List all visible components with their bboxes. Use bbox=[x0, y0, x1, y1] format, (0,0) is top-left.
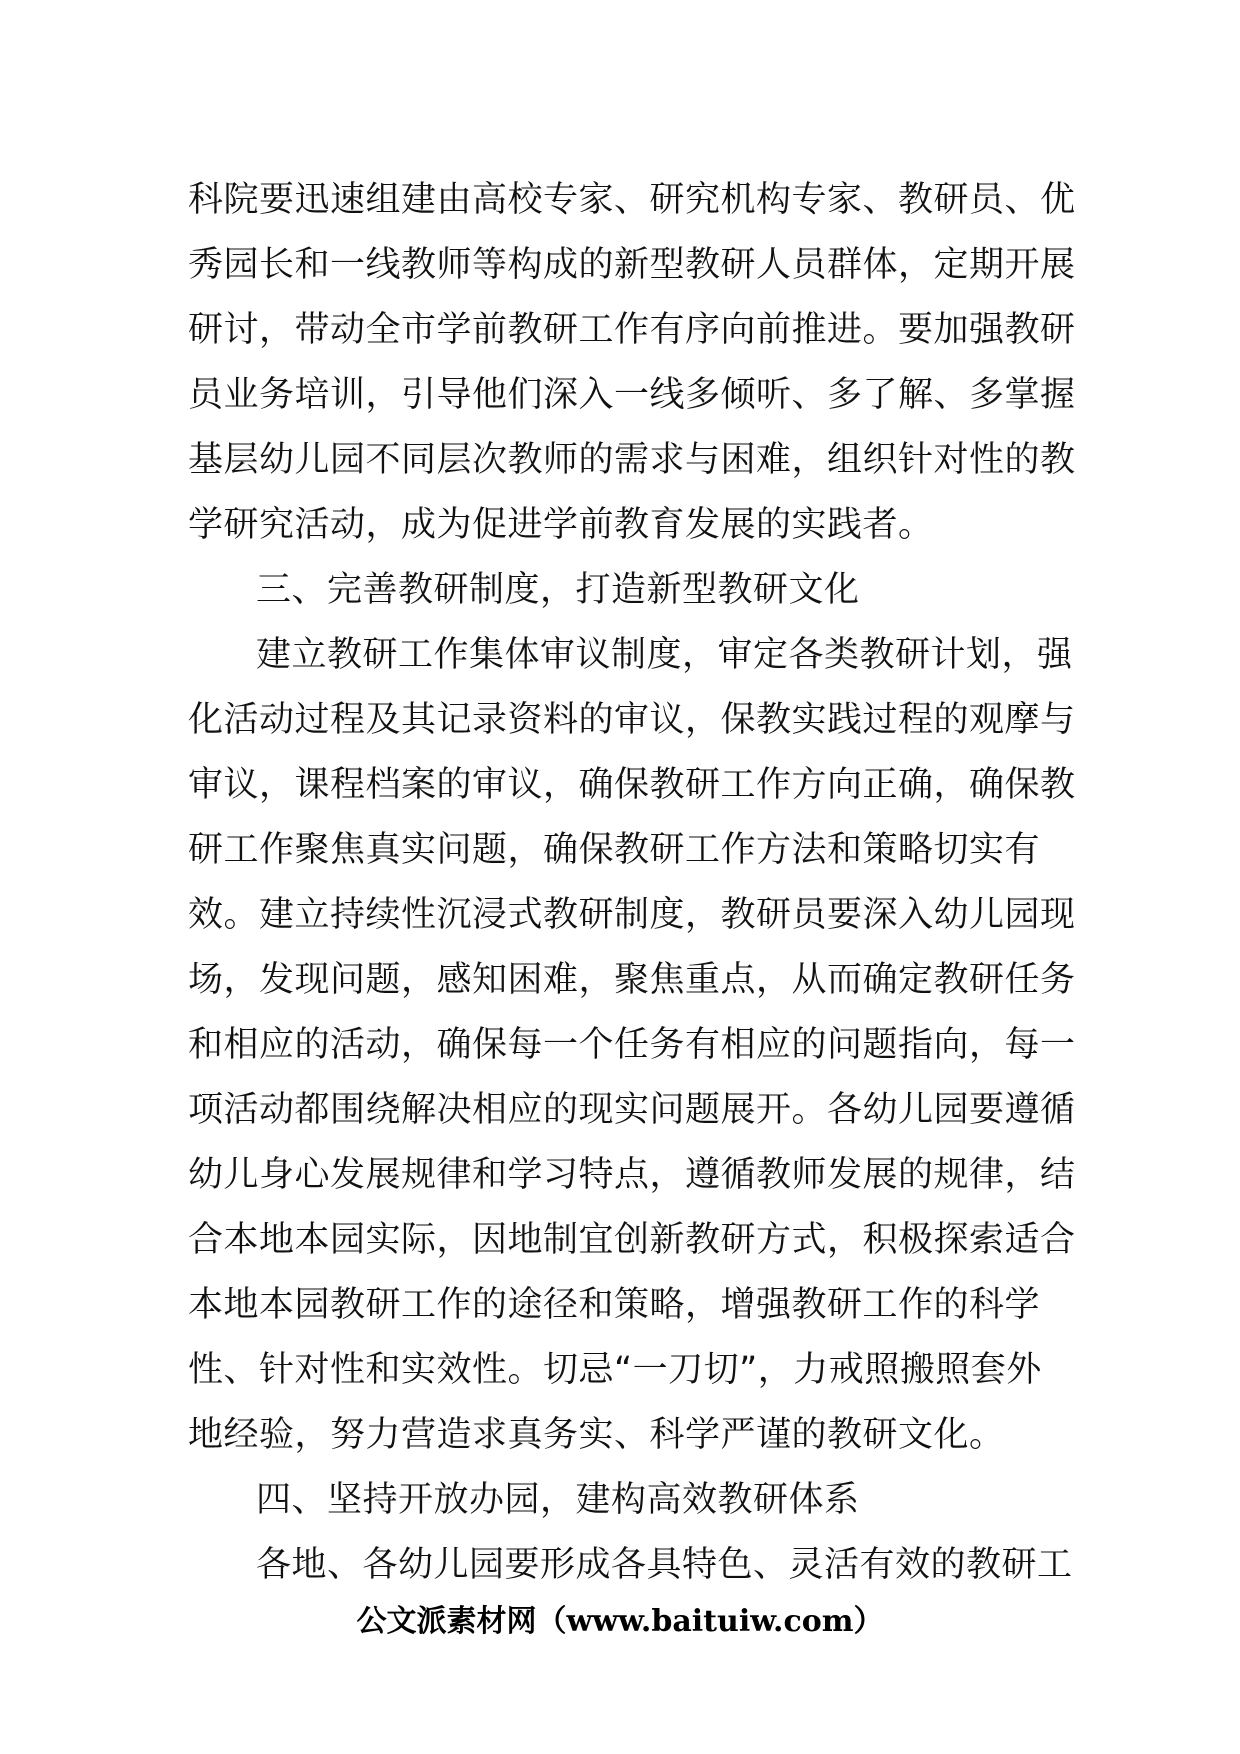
text-line: 效。建立持续性沉浸式教研制度，教研员要深入幼儿园现 bbox=[188, 895, 1076, 935]
text-line: 性、针对性和实效性。切忌“一刀切”，力戒照搬照套外 bbox=[188, 1350, 1042, 1390]
text-line: 化活动过程及其记录资料的审议，保教实践过程的观摩与 bbox=[188, 700, 1076, 740]
text-line: 秀园长和一线教师等构成的新型教研人员群体，定期开展 bbox=[188, 245, 1076, 285]
text-line: 研讨，带动全市学前教研工作有序向前推进。要加强教研 bbox=[188, 310, 1076, 350]
text-line: 和相应的活动，确保每一个任务有相应的问题指向，每一 bbox=[188, 1025, 1076, 1065]
text-line: 幼儿身心发展规律和学习特点，遵循教师发展的规律，结 bbox=[188, 1155, 1076, 1195]
text-line: 项活动都围绕解决相应的现实问题展开。各幼儿园要遵循 bbox=[188, 1090, 1076, 1130]
text-line: 科院要迅速组建由高校专家、研究机构专家、教研员、优 bbox=[188, 180, 1076, 220]
text-line: 学研究活动，成为促进学前教育发展的实践者。 bbox=[188, 505, 934, 545]
text-line: 合本地本园实际，因地制宜创新教研方式，积极探索适合 bbox=[188, 1220, 1076, 1260]
section-heading: 三、完善教研制度，打造新型教研文化 bbox=[256, 570, 860, 610]
paragraph-first-line: 建立教研工作集体审议制度，审定各类教研计划，强 bbox=[256, 635, 1073, 675]
text-line: 基层幼儿园不同层次教师的需求与困难，组织针对性的教 bbox=[188, 440, 1076, 480]
footer-watermark: 公文派素材网（www.baituiw.com） bbox=[356, 1604, 884, 1639]
section-heading: 四、坚持开放办园，建构高效教研体系 bbox=[256, 1480, 860, 1520]
text-line: 员业务培训，引导他们深入一线多倾听、多了解、多掌握 bbox=[188, 375, 1076, 415]
text-line: 研工作聚焦真实问题，确保教研工作方法和策略切实有 bbox=[188, 830, 1041, 870]
document-body bbox=[188, 168, 1076, 1598]
text-line: 地经验，努力营造求真务实、科学严谨的教研文化。 bbox=[188, 1415, 1005, 1455]
paragraph-first-line: 各地、各幼儿园要形成各具特色、灵活有效的教研工 bbox=[256, 1545, 1073, 1585]
text-line: 审议，课程档案的审议，确保教研工作方向正确，确保教 bbox=[188, 765, 1076, 805]
text-line: 本地本园教研工作的途径和策略，增强教研工作的科学 bbox=[188, 1285, 1041, 1325]
text-line: 场，发现问题，感知困难，聚焦重点，从而确定教研任务 bbox=[188, 960, 1076, 1000]
